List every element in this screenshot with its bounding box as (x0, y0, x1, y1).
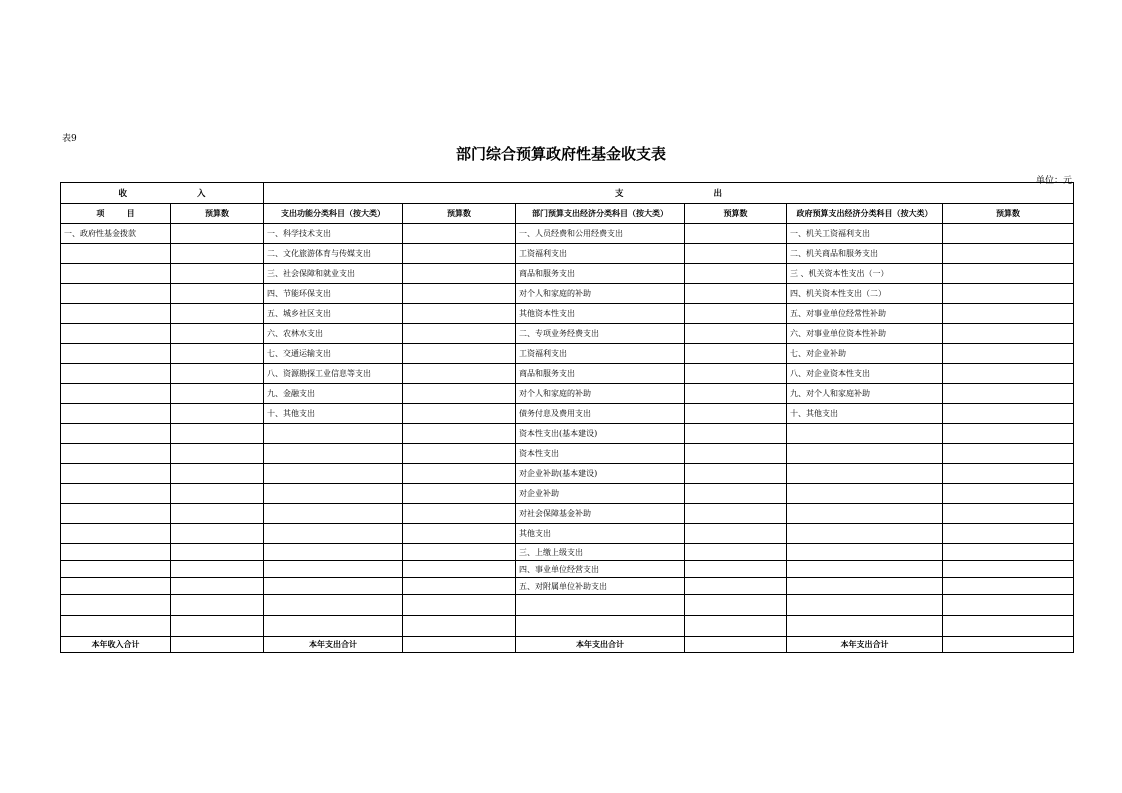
func-item-cell (264, 595, 403, 616)
income-item-cell (61, 464, 171, 484)
income-budget-cell (171, 304, 264, 324)
dept-budget-cell (685, 364, 787, 384)
gov-budget-cell (943, 304, 1074, 324)
table-row (61, 264, 1074, 284)
func-budget-cell (403, 284, 516, 304)
gov-item-cell (787, 464, 943, 484)
col-header-budget-1: 预算数 (171, 204, 264, 224)
gov-budget-cell (943, 616, 1074, 637)
dept-item-cell: 对个人和家庭的补助 (516, 284, 685, 304)
func-budget-cell (403, 224, 516, 244)
func-budget-cell (403, 324, 516, 344)
func-item-cell (264, 578, 403, 595)
table-row (61, 444, 1074, 464)
gov-item-cell: 十、其他支出 (787, 404, 943, 424)
col-header-item (61, 204, 171, 224)
dept-item-cell: 商品和服务支出 (516, 364, 685, 384)
unit-label: 单位：元 (1035, 176, 1072, 186)
func-item-cell (264, 524, 403, 544)
func-item-cell: 八、资源勘探工业信息等支出 (264, 364, 403, 384)
col-header-budget-4: 预算数 (943, 204, 1074, 224)
gov-item-cell: 六、对事业单位资本性补助 (787, 324, 943, 344)
gov-budget-cell (943, 464, 1074, 484)
dept-budget-cell (685, 404, 787, 424)
table-row (61, 244, 1074, 264)
income-item-cell (61, 424, 171, 444)
dept-item-cell (516, 616, 685, 637)
income-section-header (61, 183, 264, 204)
gov-item-cell: 二、机关商品和服务支出 (787, 244, 943, 264)
gov-budget-cell (943, 595, 1074, 616)
income-item-cell (61, 578, 171, 595)
dept-budget-cell (685, 616, 787, 637)
func-budget-cell (403, 364, 516, 384)
func-item-cell: 四、节能环保支出 (264, 284, 403, 304)
func-item-cell: 七、交通运输支出 (264, 344, 403, 364)
income-budget-cell (171, 384, 264, 404)
gov-item-cell: 五、对事业单位经常性补助 (787, 304, 943, 324)
table-row (61, 224, 1074, 244)
income-budget-cell (171, 578, 264, 595)
dept-budget-cell (685, 244, 787, 264)
income-budget-cell (171, 224, 264, 244)
dept-budget-cell (685, 544, 787, 561)
gov-item-cell: 三 、机关资本性支出（一） (787, 264, 943, 284)
dept-budget-cell (685, 324, 787, 344)
dept-item-cell: 资本性支出(基本建设) (516, 424, 685, 444)
income-item-cell (61, 544, 171, 561)
dept-item-cell: 四、事业单位经营支出 (516, 561, 685, 578)
dept-budget-cell (685, 224, 787, 244)
expense-section-char-2: 出 (713, 189, 723, 199)
page-title: 部门综合预算政府性基金收支表 (455, 145, 666, 163)
gov-budget-cell (943, 524, 1074, 544)
col-header-budget-2: 预算数 (403, 204, 516, 224)
dept-budget-cell (685, 595, 787, 616)
income-budget-cell (171, 504, 264, 524)
table-row (61, 595, 1074, 616)
total-gov-value (943, 637, 1074, 653)
col-header-dept: 部门预算支出经济分类科目（按大类） (516, 204, 685, 224)
func-budget-cell (403, 616, 516, 637)
income-item-cell (61, 304, 171, 324)
dept-item-cell: 二、专项业务经费支出 (516, 324, 685, 344)
dept-item-cell: 工资福利支出 (516, 344, 685, 364)
dept-budget-cell (685, 561, 787, 578)
income-budget-cell (171, 464, 264, 484)
dept-item-cell: 商品和服务支出 (516, 264, 685, 284)
gov-item-cell (787, 544, 943, 561)
income-item-cell (61, 595, 171, 616)
total-income-label: 本年收入合计 (61, 637, 171, 653)
gov-item-cell (787, 524, 943, 544)
table-row (61, 284, 1074, 304)
func-item-cell: 二、文化旅游体育与传媒支出 (264, 244, 403, 264)
table-row (61, 504, 1074, 524)
gov-budget-cell (943, 484, 1074, 504)
table-row (61, 304, 1074, 324)
dept-budget-cell (685, 578, 787, 595)
income-budget-cell (171, 561, 264, 578)
income-budget-cell (171, 444, 264, 464)
income-item-cell (61, 484, 171, 504)
func-budget-cell (403, 504, 516, 524)
income-item-cell (61, 264, 171, 284)
func-budget-cell (403, 595, 516, 616)
dept-item-cell: 对企业补助(基本建设) (516, 464, 685, 484)
dept-budget-cell (685, 464, 787, 484)
income-budget-cell (171, 404, 264, 424)
func-item-cell: 六、农林水支出 (264, 324, 403, 344)
func-item-cell: 十、其他支出 (264, 404, 403, 424)
income-item-cell (61, 616, 171, 637)
dept-budget-cell (685, 444, 787, 464)
gov-item-cell (787, 424, 943, 444)
func-item-cell (264, 616, 403, 637)
func-item-cell (264, 504, 403, 524)
table-row (61, 616, 1074, 637)
gov-item-cell (787, 504, 943, 524)
func-budget-cell (403, 424, 516, 444)
dept-item-cell: 工资福利支出 (516, 244, 685, 264)
income-item-cell (61, 404, 171, 424)
func-item-cell (264, 544, 403, 561)
dept-budget-cell (685, 504, 787, 524)
func-item-cell (264, 484, 403, 504)
income-item-cell: 一、政府性基金拨款 (61, 224, 171, 244)
func-budget-cell (403, 578, 516, 595)
dept-budget-cell (685, 524, 787, 544)
total-dept-label: 本年支出合计 (516, 637, 685, 653)
income-item-cell (61, 244, 171, 264)
gov-budget-cell (943, 444, 1074, 464)
dept-item-cell: 三、上缴上级支出 (516, 544, 685, 561)
func-budget-cell (403, 484, 516, 504)
gov-budget-cell (943, 561, 1074, 578)
income-item-cell (61, 284, 171, 304)
table-number: 表9 (62, 134, 77, 144)
income-budget-cell (171, 264, 264, 284)
col-header-budget-3: 预算数 (685, 204, 787, 224)
income-budget-cell (171, 324, 264, 344)
income-section-char-1: 收 (118, 189, 127, 199)
income-item-cell (61, 384, 171, 404)
dept-item-cell: 其他资本性支出 (516, 304, 685, 324)
total-gov-label: 本年支出合计 (787, 637, 943, 653)
func-budget-cell (403, 264, 516, 284)
income-budget-cell (171, 524, 264, 544)
gov-budget-cell (943, 324, 1074, 344)
func-item-cell (264, 464, 403, 484)
table-row (61, 524, 1074, 544)
func-budget-cell (403, 304, 516, 324)
income-item-cell (61, 344, 171, 364)
income-budget-cell (171, 364, 264, 384)
func-budget-cell (403, 404, 516, 424)
func-item-cell: 一、科学技术支出 (264, 224, 403, 244)
func-budget-cell (403, 344, 516, 364)
col-header-func: 支出功能分类科目（按大类） (264, 204, 403, 224)
gov-item-cell: 一、机关工资福利支出 (787, 224, 943, 244)
table-row (61, 578, 1074, 595)
table-row (61, 344, 1074, 364)
gov-item-cell: 七、对企业补助 (787, 344, 943, 364)
table-row (61, 561, 1074, 578)
dept-budget-cell (685, 264, 787, 284)
table-row (61, 484, 1074, 504)
gov-item-cell: 九、对个人和家庭补助 (787, 384, 943, 404)
income-item-cell (61, 364, 171, 384)
dept-item-cell: 一、人员经费和公用经费支出 (516, 224, 685, 244)
col-header-item-char-1: 项 (96, 208, 105, 218)
income-budget-cell (171, 484, 264, 504)
gov-item-cell (787, 561, 943, 578)
table-row (61, 404, 1074, 424)
func-budget-cell (403, 544, 516, 561)
func-budget-cell (403, 464, 516, 484)
gov-item-cell: 四、机关资本性支出（二） (787, 284, 943, 304)
dept-budget-cell (685, 424, 787, 444)
dept-budget-cell (685, 384, 787, 404)
table-row (61, 384, 1074, 404)
table-row (61, 324, 1074, 344)
total-income-value (171, 637, 264, 653)
gov-item-cell (787, 595, 943, 616)
dept-item-cell: 债务付息及费用支出 (516, 404, 685, 424)
dept-item-cell: 其他支出 (516, 524, 685, 544)
income-budget-cell (171, 544, 264, 561)
income-budget-cell (171, 595, 264, 616)
total-dept-value (685, 637, 787, 653)
gov-budget-cell (943, 424, 1074, 444)
income-budget-cell (171, 424, 264, 444)
func-budget-cell (403, 384, 516, 404)
func-item-cell (264, 561, 403, 578)
dept-budget-cell (685, 284, 787, 304)
dept-item-cell: 对企业补助 (516, 484, 685, 504)
gov-budget-cell (943, 284, 1074, 304)
dept-item-cell: 资本性支出 (516, 444, 685, 464)
income-item-cell (61, 324, 171, 344)
dept-item-cell: 对个人和家庭的补助 (516, 384, 685, 404)
func-item-cell: 九、金融支出 (264, 384, 403, 404)
income-budget-cell (171, 284, 264, 304)
col-header-item-char-2: 目 (126, 208, 135, 218)
dept-budget-cell (685, 484, 787, 504)
gov-budget-cell (943, 344, 1074, 364)
dept-budget-cell (685, 304, 787, 324)
income-budget-cell (171, 616, 264, 637)
func-budget-cell (403, 244, 516, 264)
gov-item-cell (787, 616, 943, 637)
col-header-gov: 政府预算支出经济分类科目（按大类） (787, 204, 943, 224)
expense-section-header (264, 183, 1074, 204)
func-item-cell: 三、社会保障和就业支出 (264, 264, 403, 284)
func-budget-cell (403, 524, 516, 544)
gov-item-cell (787, 444, 943, 464)
func-item-cell: 五、城乡社区支出 (264, 304, 403, 324)
func-budget-cell (403, 561, 516, 578)
gov-budget-cell (943, 384, 1074, 404)
gov-budget-cell (943, 364, 1074, 384)
income-item-cell (61, 561, 171, 578)
table-row (61, 424, 1074, 444)
income-budget-cell (171, 344, 264, 364)
table-row (61, 364, 1074, 384)
table-row (61, 464, 1074, 484)
dept-budget-cell (685, 344, 787, 364)
gov-budget-cell (943, 244, 1074, 264)
totals-row (61, 637, 1074, 653)
dept-item-cell: 对社会保障基金补助 (516, 504, 685, 524)
income-budget-cell (171, 244, 264, 264)
income-section-char-2: 入 (197, 189, 206, 199)
func-budget-cell (403, 444, 516, 464)
gov-budget-cell (943, 224, 1074, 244)
gov-item-cell (787, 578, 943, 595)
gov-item-cell: 八、对企业资本性支出 (787, 364, 943, 384)
income-item-cell (61, 444, 171, 464)
budget-table (60, 182, 1074, 653)
table-row (61, 544, 1074, 561)
dept-item-cell: 五、对附属单位补助支出 (516, 578, 685, 595)
gov-budget-cell (943, 504, 1074, 524)
expense-section-char-1: 支 (615, 189, 624, 199)
gov-budget-cell (943, 544, 1074, 561)
func-item-cell (264, 444, 403, 464)
total-func-label: 本年支出合计 (264, 637, 403, 653)
total-func-value (403, 637, 516, 653)
gov-item-cell (787, 484, 943, 504)
func-item-cell (264, 424, 403, 444)
gov-budget-cell (943, 578, 1074, 595)
gov-budget-cell (943, 264, 1074, 284)
income-item-cell (61, 524, 171, 544)
dept-item-cell (516, 595, 685, 616)
income-item-cell (61, 504, 171, 524)
gov-budget-cell (943, 404, 1074, 424)
